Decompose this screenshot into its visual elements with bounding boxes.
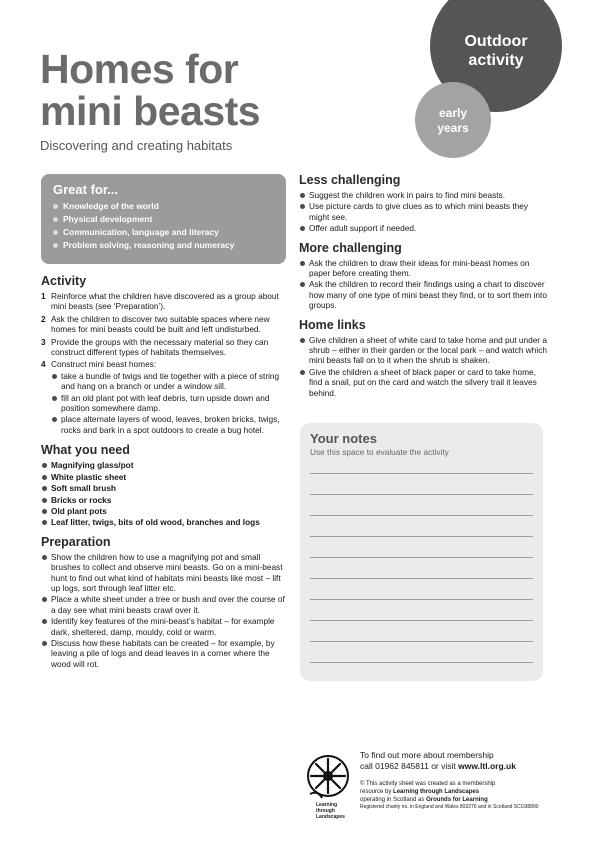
activity-step (41, 291, 287, 312)
left-column (41, 274, 287, 670)
step-number: 3 (41, 336, 46, 347)
less-challenging-list (299, 190, 547, 234)
logo-text-line: through (316, 808, 335, 814)
what-you-need-heading: What you need (41, 443, 130, 458)
early-years-badge (415, 82, 491, 158)
step-text: Reinforce what the children have discovered as a group about mini beasts (see ‘Preparation’). (51, 291, 279, 312)
logo-text (316, 802, 345, 820)
notes-line[interactable] (310, 662, 533, 663)
preparation-heading: Preparation (41, 534, 111, 549)
preparation-item: Identify key features of the mini-beast’s habitat – for example dark, sheltered, damp, mouldy, cold or warm. (41, 616, 287, 637)
home-links-heading: Home links (299, 317, 366, 332)
great-for-item: Physical development (53, 213, 274, 226)
credit-line-2 (360, 788, 560, 796)
notes-line[interactable] (310, 641, 533, 642)
ltl-logo (300, 750, 356, 822)
preparation-item: Place a white sheet under a tree or bush and over the course of a day see what mini beasts crawl over it. (41, 594, 287, 615)
great-for-heading: Great for... (53, 182, 119, 197)
need-item: Soft small brush (41, 483, 287, 493)
right-column (299, 173, 547, 399)
activity-substep: place alternate layers of wood, leaves, broken bricks, twigs, rocks and bark in a spot outdoors to create a bug hotel. (51, 414, 287, 435)
notes-line[interactable] (310, 599, 533, 600)
less-challenging-heading: Less challenging (299, 173, 401, 187)
notes-line[interactable] (310, 578, 533, 579)
activity-substep: fill an old plant pot with leaf debris, turn upside down and position somewhere damp. (51, 393, 287, 414)
great-for-list (53, 200, 274, 252)
home-links-item: Give the children a sheet of black paper or card to take home, find a snail, put on the card and watch the silvery trail it leaves behind. (299, 367, 547, 398)
activity-substeps (51, 371, 287, 435)
step-text: Provide the groups with the necessary material so they can construct different types of habitats themselves. (51, 336, 269, 358)
need-item: Bricks or rocks (41, 495, 287, 505)
step-text: Ask the children to discover two suitable spaces where new homes for mini beasts could be built and left undisturbed. (51, 313, 270, 335)
credit-line-1: © This activity sheet was created as a membership (360, 781, 496, 787)
credit-line-3 (360, 796, 560, 804)
more-challenging-item: Ask the children to draw their ideas for mini-beast homes on paper before creating them. (299, 258, 547, 279)
notes-line[interactable] (310, 515, 533, 516)
more-challenging-heading: More challenging (299, 240, 402, 255)
need-item: Old plant pots (41, 506, 287, 516)
notes-line[interactable] (310, 557, 533, 558)
membership-line-2 (360, 761, 560, 772)
what-you-need-list (41, 460, 287, 527)
preparation-item: Show the children how to use a magnifying pot and small brushes to collect and observe mini beasts. Go on a mini-beast hunt to find out what kind of habitats mini beasts like most – lift up logs, sort through leaf litter etc. (41, 552, 287, 594)
activity-step (41, 314, 287, 335)
activity-step (41, 337, 287, 358)
great-for-item: Knowledge of the world (53, 200, 274, 213)
membership-line-1: To find out more about membership (360, 750, 494, 760)
notes-line[interactable] (310, 536, 533, 537)
credit-org-name: Learning through Landscapes (393, 789, 480, 795)
home-links-item: Give children a sheet of white card to take home and put under a shrub – either in their garden or the local park – and watch which mini beasts fall on to it when the shrub is shaken. (299, 335, 547, 366)
need-item: Magnifying glass/pot (41, 460, 287, 470)
activity-heading: Activity (41, 274, 87, 288)
activity-step (41, 359, 287, 435)
badge-line-2: activity (468, 52, 524, 69)
great-for-item: Problem solving, reasoning and numeracy (53, 239, 274, 252)
page-title (40, 48, 370, 132)
step-number: 2 (41, 313, 46, 324)
step-number: 4 (41, 359, 46, 370)
more-challenging-list (299, 258, 547, 311)
notes-line[interactable] (310, 473, 533, 474)
title-line-2: mini beasts (40, 88, 261, 134)
small-badge-line-2: years (437, 121, 469, 135)
need-item: Leaf litter, twigs, bits of old wood, branches and logs (41, 517, 287, 527)
step-text: Construct mini beast homes: (51, 359, 157, 370)
more-challenging-item: Ask the children to record their findings using a chart to discover how many of one type of mini beast they find, or to sort them into groups. (299, 279, 547, 310)
membership-call-text: call 01962 845811 or visit (360, 761, 456, 771)
credit-text: operating in Scotland as (360, 797, 425, 803)
badge-line-1: Outdoor (464, 33, 528, 50)
notes-line[interactable] (310, 494, 533, 495)
credit-org-scotland: Grounds for Learning (426, 797, 488, 803)
page-subtitle: Discovering and creating habitats (40, 138, 233, 153)
preparation-list (41, 552, 287, 669)
notes-box (300, 423, 543, 681)
less-challenging-item: Suggest the children work in pairs to find mini beasts. (299, 190, 547, 200)
credit-text: resource by (360, 789, 392, 795)
preparation-item: Discuss how these habitats can be created – for example, by leaving a pile of logs and dead leaves in a corner where the wood will rot. (41, 638, 287, 669)
website-link[interactable]: www.ltl.org.uk (458, 761, 516, 771)
less-challenging-item: Use picture cards to give clues as to which mini beasts they might see. (299, 201, 547, 222)
credit-block (360, 780, 560, 811)
charity-number: Registered charity no. in England and Wales 803270 and in Scotland SCO38890 (360, 804, 539, 810)
notes-heading: Your notes (310, 431, 377, 446)
notes-line[interactable] (310, 620, 533, 621)
small-badge-line-1: early (438, 106, 468, 120)
sun-flower-logo-icon (300, 750, 356, 802)
title-line-1: Homes for (40, 46, 239, 92)
footer-info (360, 750, 560, 811)
less-challenging-item: Offer adult support if needed. (299, 223, 547, 233)
logo-text-line: Landscapes (316, 814, 345, 820)
activity-steps (41, 291, 287, 435)
great-for-box (41, 174, 286, 264)
home-links-list (299, 335, 547, 398)
activity-substep: take a bundle of twigs and tie together with a piece of string and hang on a branch or under a window sill. (51, 371, 287, 392)
logo-text-line: Learning (316, 802, 338, 808)
step-number: 1 (41, 291, 46, 301)
need-item: White plastic sheet (41, 472, 287, 482)
notes-hint: Use this space to evaluate the activity (310, 447, 449, 457)
great-for-item: Communication, language and literacy (53, 226, 274, 239)
